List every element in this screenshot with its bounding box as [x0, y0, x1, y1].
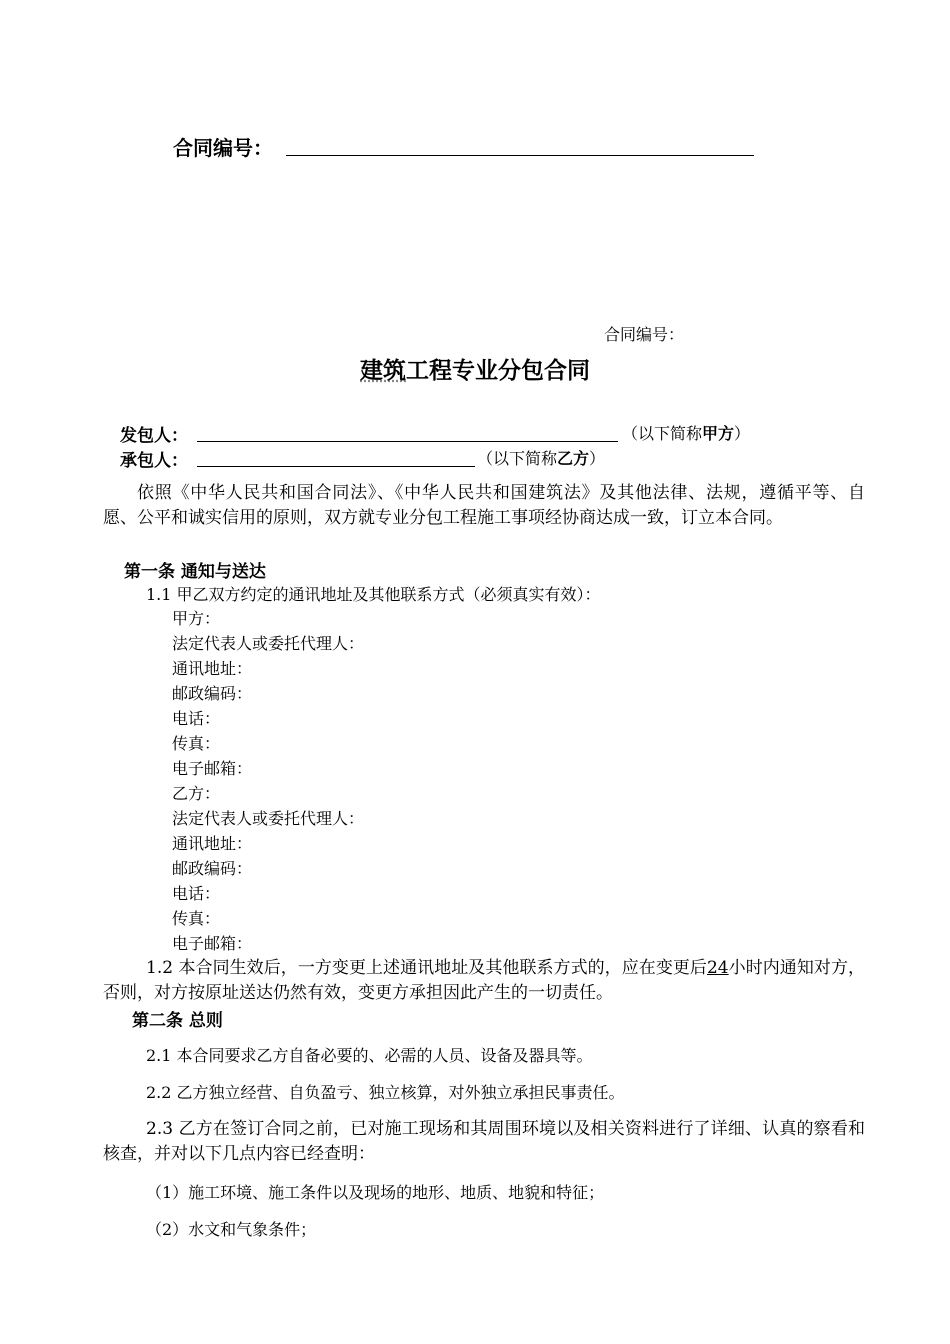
contract-number-label-right: 合同编号：: [604, 325, 685, 344]
party-b-item: 邮政编码：: [172, 859, 253, 878]
contractor-suffix-post: ）: [589, 449, 606, 468]
party-b-item: 通讯地址：: [172, 834, 253, 853]
party-a-item: 邮政编码：: [172, 684, 253, 703]
article-2-heading: 第二条 总则: [132, 1011, 223, 1031]
contractor-label: 承包人：: [120, 451, 188, 471]
employer-short-name: 甲方: [702, 424, 735, 443]
party-a-item: 甲方：: [172, 609, 221, 628]
party-a-item: 传真：: [172, 734, 221, 753]
contractor-blank-line[interactable]: [197, 466, 475, 467]
intro-paragraph: 依照《中华人民共和国合同法》、《中华人民共和国建筑法》及其他法律、法规，遵循平等、自愿、公平和诚实信用的原则，双方就专业分包工程施工事项经协商达成一致，订立本合同。: [103, 483, 865, 528]
contract-number-label: 合同编号：: [173, 136, 273, 160]
employer-suffix-post: ）: [734, 424, 751, 443]
party-a-item: 法定代表人或委托代理人：: [172, 634, 365, 653]
title-part-1: 建筑: [360, 358, 406, 384]
party-b-item: 传真：: [172, 909, 221, 928]
clause-2-3-item-1: （1）施工环境、施工条件以及现场的地形、地质、地貌和特征；: [146, 1183, 605, 1202]
clause-1-2-post: 小时内通知对方，否则，对方按原址送达仍然有效，变更方承担因此产生的一切责任。: [103, 958, 865, 1003]
clause-2-2: 2.2 乙方独立经营、自负盈亏、独立核算，对外独立承担民事责任。: [146, 1083, 625, 1102]
party-b-item: 法定代表人或委托代理人：: [172, 809, 365, 828]
clause-1-2-hours: 24: [706, 958, 729, 978]
party-a-item: 电话：: [172, 709, 221, 728]
party-b-item: 电话：: [172, 884, 221, 903]
clause-2-3-item-2: （2）水文和气象条件；: [146, 1220, 317, 1239]
title-part-2: 工程专业分包合同: [406, 358, 590, 384]
document-title: [0, 352, 950, 385]
employer-label: 发包人：: [120, 426, 188, 446]
employer-blank-line[interactable]: [197, 441, 618, 442]
clause-2-1: 2.1 本合同要求乙方自备必要的、必需的人员、设备及器具等。: [146, 1046, 593, 1065]
contractor-suffix: [477, 446, 605, 469]
party-b-item: 电子邮箱：: [172, 934, 253, 953]
clause-2-3: 2.3 乙方在签订合同之前，已对施工现场和其周围环境以及相关资料进行了详细、认真的察看和核查，并对以下几点内容已经查明：: [103, 1119, 865, 1164]
employer-suffix: [622, 421, 750, 444]
contract-number-blank-line[interactable]: [286, 155, 754, 156]
contractor-suffix-pre: （以下简称: [477, 449, 558, 468]
clause-1-2-pre: 1.2 本合同生效后，一方变更上述通讯地址及其他联系方式的，应在变更后: [146, 958, 707, 978]
clause-1-2: [103, 956, 865, 1006]
party-a-item: 通讯地址：: [172, 659, 253, 678]
clause-1-1: 1.1 甲乙双方约定的通讯地址及其他联系方式（必须真实有效）：: [146, 585, 601, 604]
article-1-heading: 第一条 通知与送达: [124, 562, 266, 582]
contractor-short-name: 乙方: [557, 449, 590, 468]
employer-suffix-pre: （以下简称: [622, 424, 703, 443]
party-b-item: 乙方：: [172, 784, 221, 803]
party-a-item: 电子邮箱：: [172, 759, 253, 778]
